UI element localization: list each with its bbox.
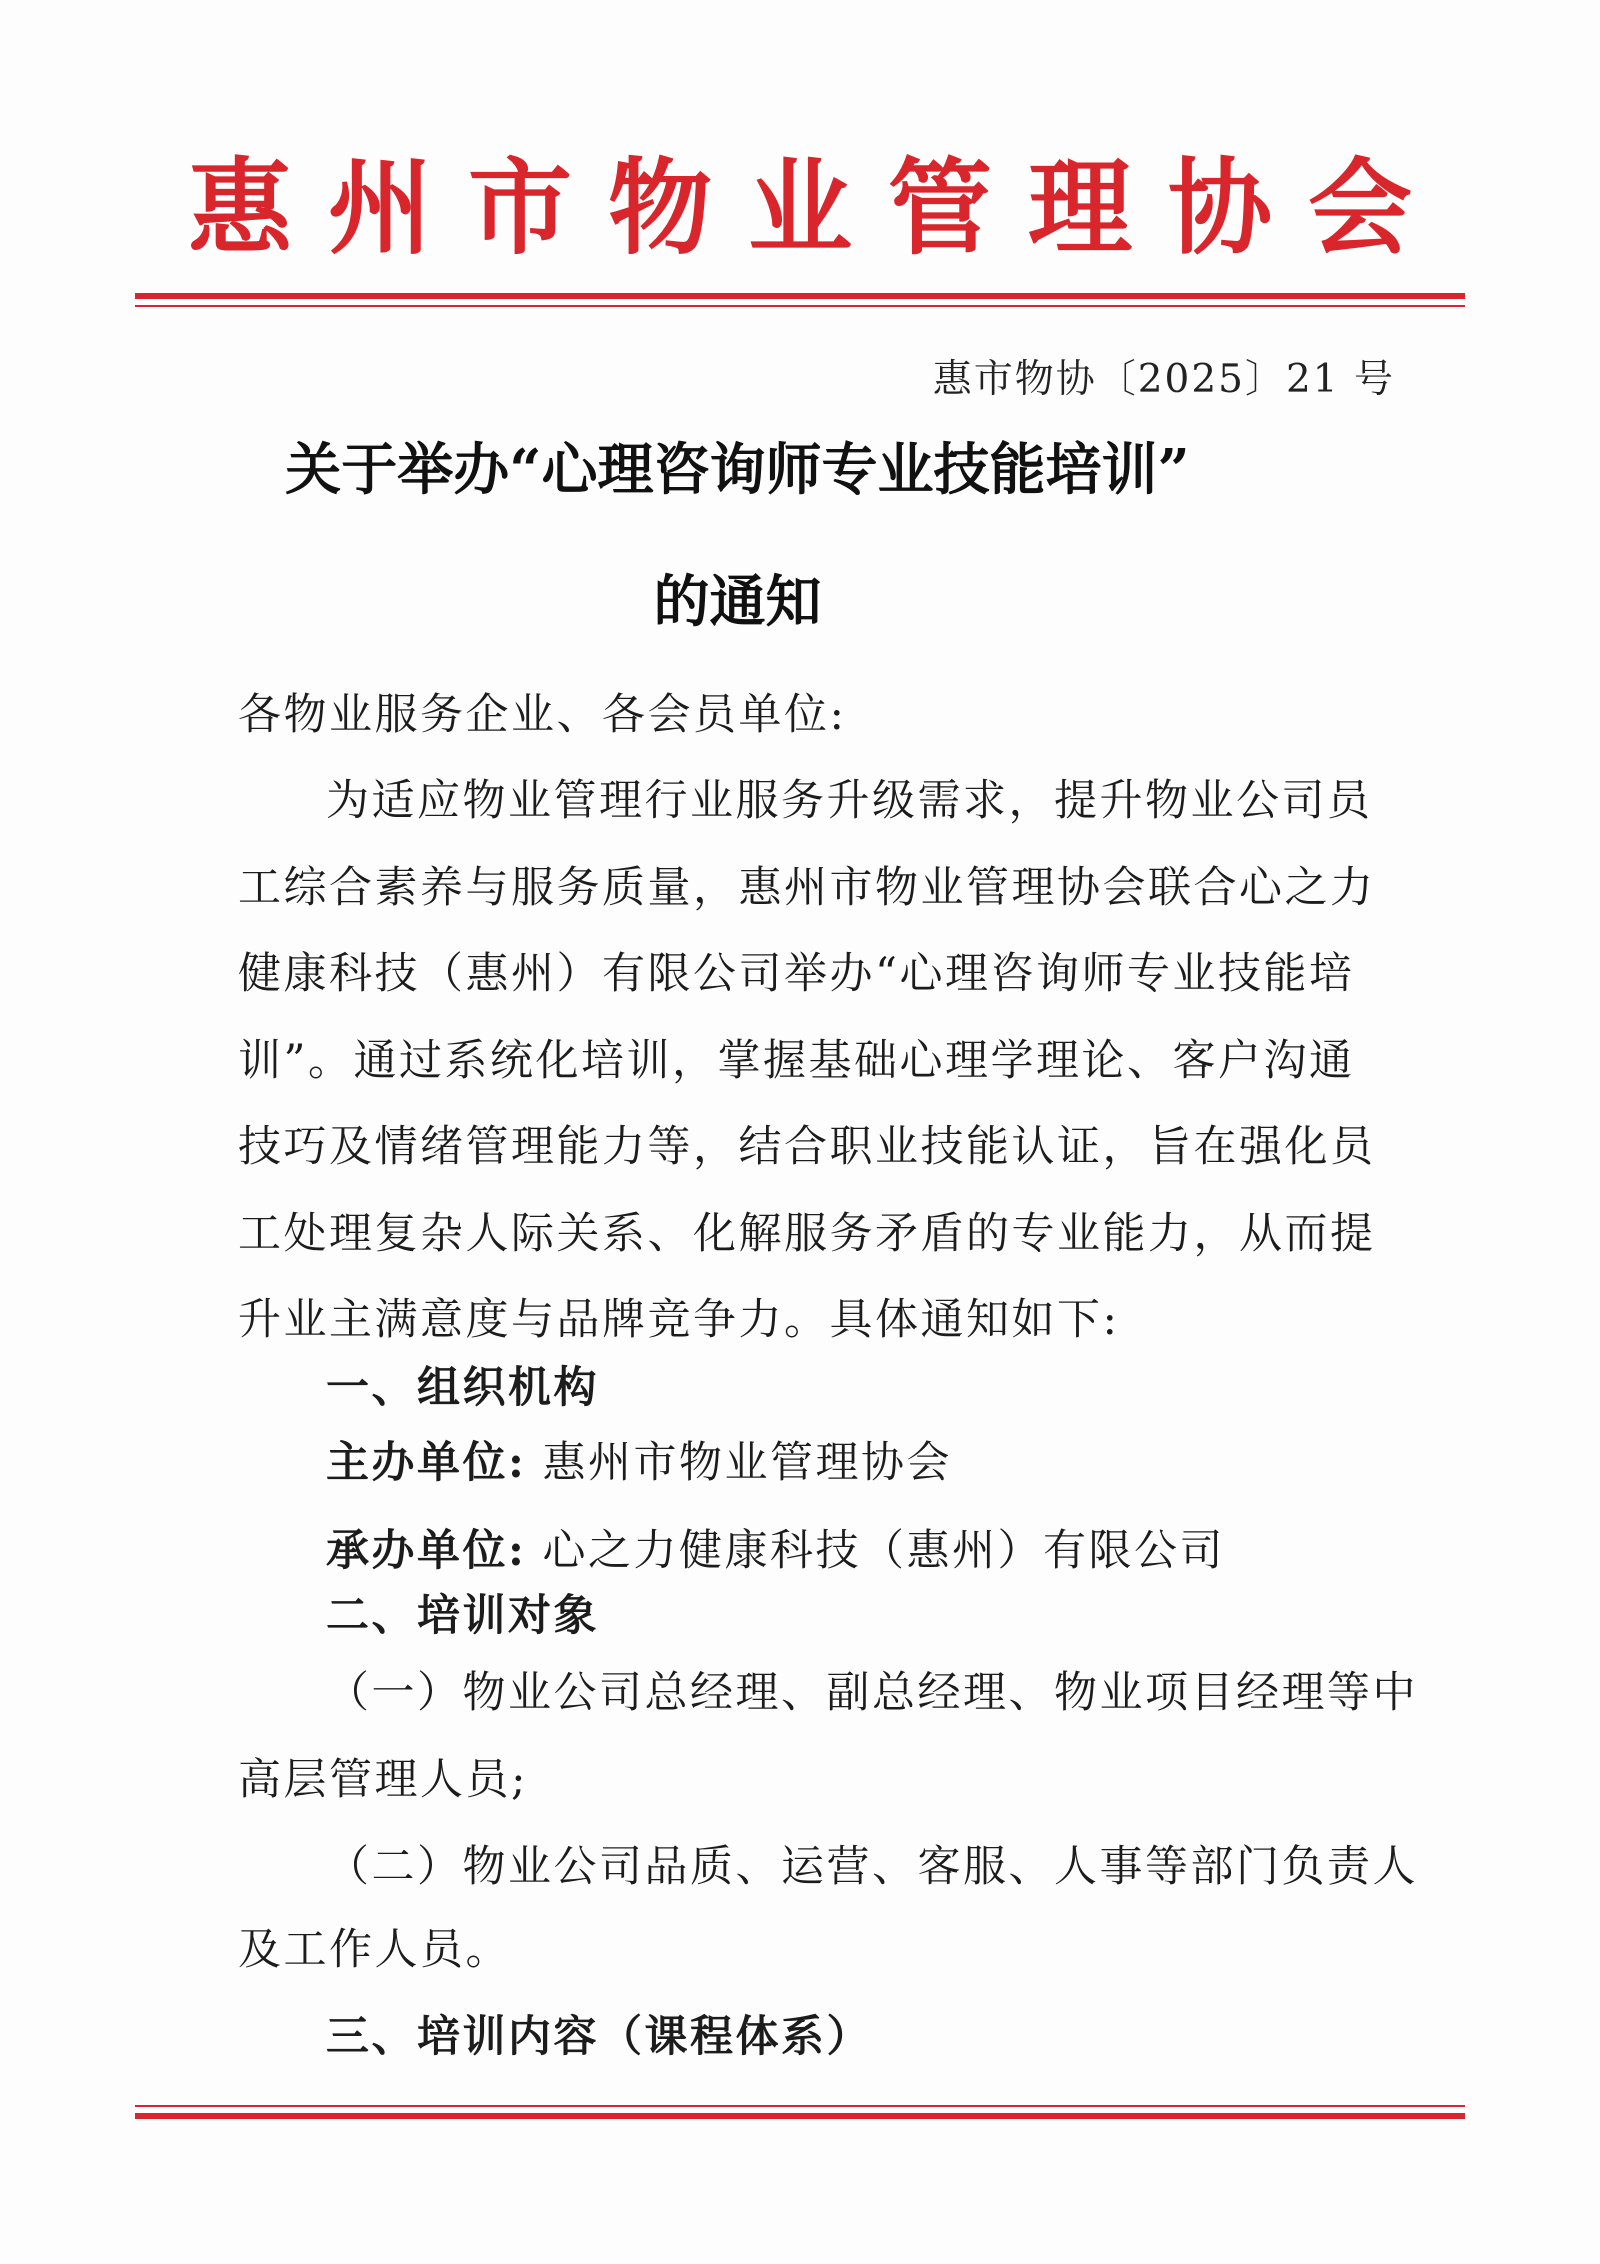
footer-rule-thick xyxy=(135,2113,1465,2119)
section3-heading: 三、培训内容（课程体系） xyxy=(326,2012,872,2062)
host-row xyxy=(326,1433,1481,1493)
host-value: 惠州市物业管理协会 xyxy=(526,1438,953,1488)
document-number: 惠市物协〔2025〕21 号 xyxy=(932,357,1395,402)
organizer-value: 心之力健康科技（惠州）有限公司 xyxy=(526,1526,1226,1576)
organizer-label: 承办单位: xyxy=(326,1526,527,1576)
target-item1-line1: （一）物业公司总经理、副总经理、物业项目经理等中 xyxy=(326,1668,1418,1718)
header-rule-thick xyxy=(135,293,1465,299)
salutation: 各物业服务企业、各会员单位: xyxy=(238,690,847,740)
organizer-row xyxy=(326,1521,1481,1581)
organization-header: 惠州市物业管理协会 xyxy=(187,146,1448,269)
target-item2-line2: 及工作人员。 xyxy=(238,1925,511,1975)
document-title-line2: 的通知 xyxy=(653,569,822,635)
header-rule-thin xyxy=(135,305,1465,307)
intro-paragraph: 为适应物业管理行业服务升级需求，提升物业公司员工综合素养与服务质量，惠州市物业管理协会联合心之力健康科技（惠州）有限公司举办“心理咨询师专业技能培训”。通过系统化培训，掌握基础心理学理论、客户沟通技巧及情绪管理能力等，结合职业技能认证，旨在强化员工处理复杂人际关系、化解服务矛盾的专业能力，从而提升业主满意度与品牌竞争力。具体通知如下: xyxy=(238,776,1376,1345)
footer-rule-thin xyxy=(135,2105,1465,2107)
target-item2-line1: （二）物业公司品质、运营、客服、人事等部门负责人 xyxy=(326,1842,1418,1892)
target-item1-line2: 高层管理人员; xyxy=(238,1755,528,1805)
host-label: 主办单位: xyxy=(326,1438,527,1488)
section2-heading: 二、培训对象 xyxy=(326,1591,599,1641)
document-title-line1: 关于举办“心理咨询师专业技能培训” xyxy=(285,437,1190,503)
section1-heading: 一、组织机构 xyxy=(326,1363,599,1413)
